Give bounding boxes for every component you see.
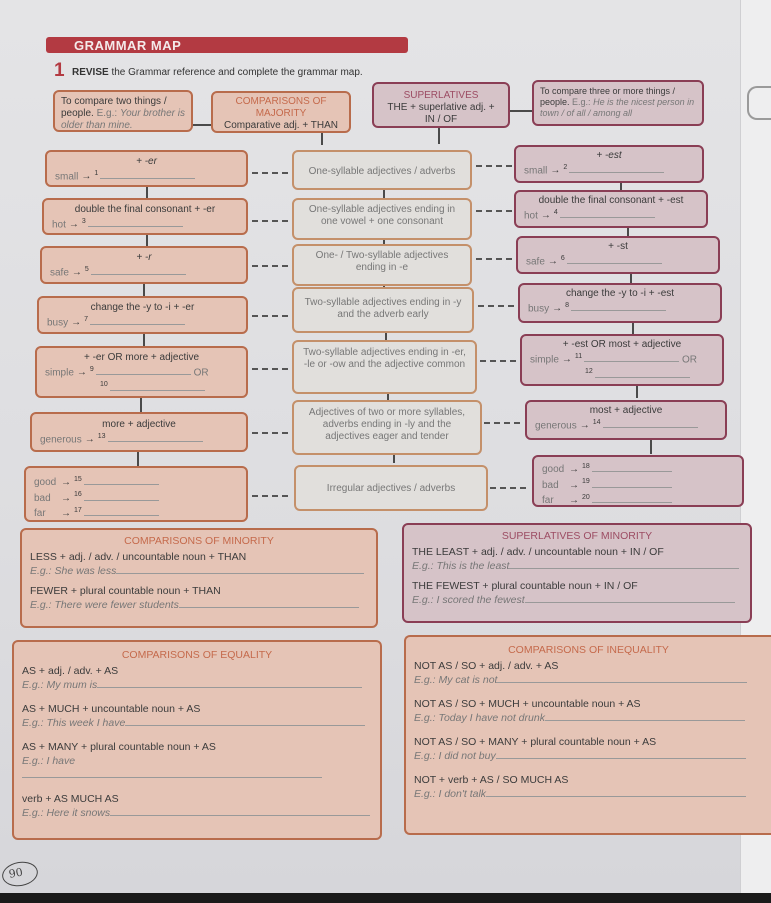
page-curl-icon — [747, 86, 771, 120]
exercise-instruction: REVISE the Grammar reference and complete the grammar map. — [72, 67, 363, 78]
bottom-edge — [0, 893, 771, 903]
superlative-rule-box-7: good → $^{18}$ bad → $^{19}$ far → $^{20}$ — [532, 455, 744, 507]
superlative-rule-box-6: most + adjective generous → $^{14}$ — [525, 400, 727, 440]
category-box-3: One- / Two-syllable adjectives ending in -e — [292, 244, 472, 286]
answer-blank-15[interactable] — [84, 475, 159, 485]
superlatives-box: SUPERLATIVES THE + superlative adj. + IN / OF — [372, 82, 510, 128]
comparative-rule-box-5: + -er OR more + adjective simple → $^9$ OR $^{10}$ — [35, 346, 248, 398]
superlative-rule-box-2: double the final consonant + -est hot → $^4$ — [514, 190, 708, 228]
category-box-6: Adjectives of two or more syllables, adverbs ending in -ly and the adjectives eager and tender — [292, 400, 482, 455]
category-box-2: One-syllable adjectives ending in one vowel + one consonant — [292, 198, 472, 240]
superlative-rule-box-1: + -est small → $^2$ — [514, 145, 704, 183]
answer-blank-8[interactable] — [571, 301, 666, 311]
superlatives-of-minority-box: SUPERLATIVES OF MINORITY THE LEAST + adj. / adv. / uncountable noun + IN / OF E.g.: This is the least THE FEWEST + plural countable noun + IN / OF E.g.: I scored the fewest — [402, 523, 752, 623]
answer-blank-10[interactable] — [110, 381, 205, 391]
equality-answer-1[interactable] — [97, 678, 362, 688]
comparative-rule-box-1: + -er small → $^1$ — [45, 150, 248, 187]
category-box-4: Two-syllable adjectives ending in -y and the adverb early — [292, 287, 474, 333]
comparisons-of-minority-box: COMPARISONS OF MINORITY LESS + adj. / adv. / uncountable noun + THAN E.g.: She was less FEWER + plural countable noun + THAN E.g.: There were fewer students — [20, 528, 378, 628]
answer-blank-11[interactable] — [584, 352, 679, 362]
comparative-rule-box-7: good → $^{15}$ bad → $^{16}$ far → $^{17}$ — [24, 466, 248, 522]
exercise-number: 1 — [54, 60, 65, 81]
comparative-rule-box-2: double the final consonant + -er hot → $^3$ — [42, 198, 248, 235]
answer-blank-20[interactable] — [592, 493, 672, 503]
answer-blank-5[interactable] — [91, 265, 186, 275]
page-title: GRAMMAR MAP — [74, 38, 182, 53]
comparisons-of-inequality-box: COMPARISONS OF INEQUALITY NOT AS / SO + adj. / adv. + AS E.g.: My cat is not NOT AS / SO + MUCH + uncountable noun + AS E.g.: Today I have not drunk NOT AS / SO + MANY + plural countable noun + AS E.g.: I did not buy NOT + verb + AS / SO MUCH AS E.g.: I don't talk — [404, 635, 771, 835]
answer-blank-3[interactable] — [88, 217, 183, 227]
sup-minority-answer-2[interactable] — [525, 593, 735, 603]
equality-answer-2[interactable] — [125, 716, 365, 726]
minority-answer-2[interactable] — [179, 598, 359, 608]
category-box-1: One-syllable adjectives / adverbs — [292, 150, 472, 190]
grammar-map-header — [46, 37, 408, 53]
comparisons-of-equality-box: COMPARISONS OF EQUALITY AS + adj. / adv. + AS E.g.: My mum is AS + MUCH + uncountable noun + AS E.g.: This week I have AS + MANY + plural countable noun + AS E.g.: I have verb + AS MUCH AS E.g.: Here it snows — [12, 640, 382, 840]
inequality-answer-3[interactable] — [496, 749, 746, 759]
category-box-5: Two-syllable adjectives ending in -er, -le or -ow and the adjective common — [292, 340, 477, 394]
answer-blank-1[interactable] — [100, 169, 195, 179]
inequality-answer-2[interactable] — [545, 711, 745, 721]
inequality-answer-4[interactable] — [486, 787, 746, 797]
comparative-rule-box-6: more + adjective generous → $^{13}$ — [30, 412, 248, 452]
answer-blank-6[interactable] — [567, 254, 662, 264]
equality-answer-4[interactable] — [110, 806, 370, 816]
comparative-rule-box-3: + -r safe → $^5$ — [40, 246, 248, 284]
comparative-rule-box-4: change the -y to -i + -er busy → $^7$ — [37, 296, 248, 334]
superlative-rule-box-5: + -est OR most + adjective simple → $^{11}$ OR $^{12}$ — [520, 334, 724, 386]
answer-blank-13[interactable] — [108, 432, 203, 442]
sup-minority-answer-1[interactable] — [509, 559, 739, 569]
category-box-7: Irregular adjectives / adverbs — [294, 465, 488, 511]
answer-blank-18[interactable] — [592, 462, 672, 472]
superlative-rule-box-4: change the -y to -i + -est busy → $^8$ — [518, 283, 722, 323]
minority-answer-1[interactable] — [116, 564, 364, 574]
answer-blank-14[interactable] — [603, 418, 698, 428]
equality-answer-3[interactable] — [22, 768, 322, 778]
answer-blank-9[interactable] — [96, 365, 191, 375]
superlatives-definition-box: To compare three or more things / people. E.g.: He is the nicest person in town / of all / among all — [532, 80, 704, 126]
answer-blank-17[interactable] — [84, 506, 159, 516]
answer-blank-12[interactable] — [595, 368, 690, 378]
answer-blank-7[interactable] — [90, 315, 185, 325]
answer-blank-2[interactable] — [569, 163, 664, 173]
comparatives-definition-box: To compare two things / people. E.g.: Your brother is older than mine. — [53, 90, 193, 132]
answer-blank-16[interactable] — [84, 491, 159, 501]
superlative-rule-box-3: + -st safe → $^6$ — [516, 236, 720, 274]
inequality-answer-1[interactable] — [497, 673, 747, 683]
answer-blank-19[interactable] — [592, 478, 672, 488]
handwritten-note: 90 — [0, 859, 40, 889]
answer-blank-4[interactable] — [560, 208, 655, 218]
comparisons-of-majority-box: COMPARISONS OF MAJORITY Comparative adj. + THAN — [211, 91, 351, 133]
